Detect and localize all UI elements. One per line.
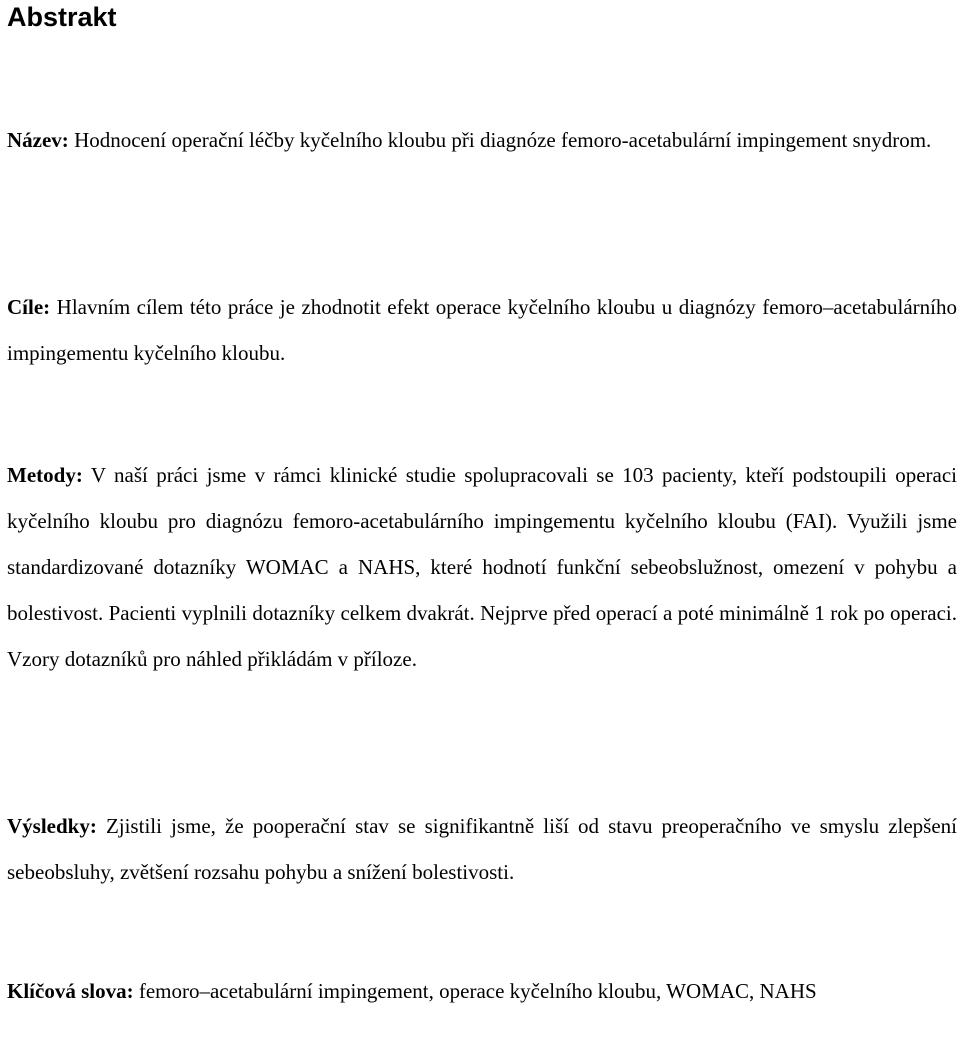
metody-text: V naší práci jsme v rámci klinické studie spolupracovali se 103 pacienty, kteří podstoupili operaci kyčelního kloubu pro diagnózu femoro-acetabulárního impingementu kyčelního kloubu (FAI). Využili jsme standardizované dotazníky WOMAC a NAHS, které hodnotí funkční sebeobslužnost, omezení v pohybu a bolestivost. Pacienti vyplnili dotazníky celkem dvakrát. Nejprve před operací a poté minimálně 1 rok po operaci. Vzory dotazníků pro náhled přikládám v příloze. <box>7 463 958 671</box>
klicova-slova-label: Klíčová slova: <box>7 979 134 1003</box>
vysledky-label: Výsledky: <box>7 814 97 838</box>
nazev-paragraph <box>7 117 957 163</box>
nazev-label: Název: <box>7 128 69 152</box>
page-title: Abstrakt <box>7 2 117 32</box>
vysledky-paragraph <box>7 803 957 895</box>
metody-label: Metody: <box>7 463 83 487</box>
cile-paragraph <box>7 284 957 376</box>
vysledky-text: Zjistili jsme, že pooperační stav se signifikantně liší od stavu preoperačního ve smyslu zlepšení sebeobsluhy, zvětšení rozsahu pohybu a snížení bolestivosti. <box>7 814 958 884</box>
metody-paragraph <box>7 452 957 682</box>
nazev-text: Hodnocení operační léčby kyčelního kloubu při diagnóze femoro-acetabulární impingement snydrom. <box>74 128 932 152</box>
klicova-slova-paragraph <box>7 968 957 1014</box>
cile-label: Cíle: <box>7 295 51 319</box>
cile-text: Hlavním cílem této práce je zhodnotit efekt operace kyčelního kloubu u diagnózy femoro–acetabulárního impingementu kyčelního kloubu. <box>7 295 957 365</box>
klicova-slova-text: femoro–acetabulární impingement, operace kyčelního kloubu, WOMAC, NAHS <box>138 979 817 1003</box>
